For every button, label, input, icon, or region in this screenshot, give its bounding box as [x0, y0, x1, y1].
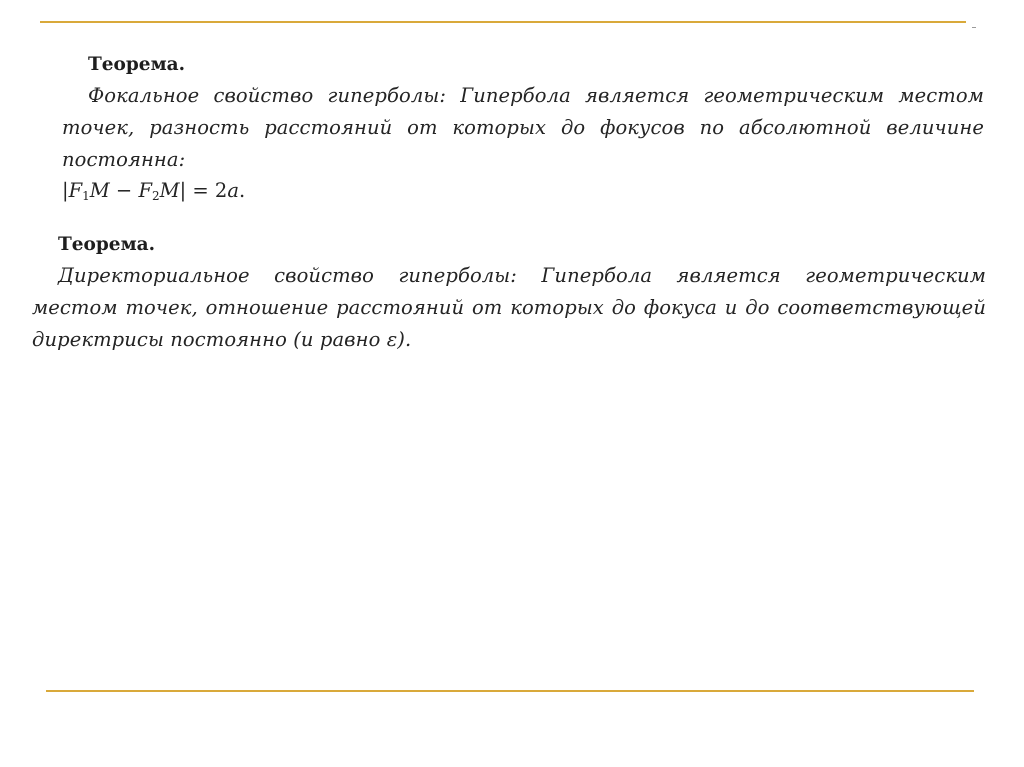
- formula-a: a: [227, 179, 239, 202]
- bottom-divider: [46, 690, 974, 692]
- hyperbola-focal-formula: [62, 176, 984, 211]
- corner-mark: [972, 27, 976, 28]
- theorem-title: Теорема.: [58, 234, 156, 255]
- formula-equals: = 2: [186, 179, 228, 202]
- top-divider: [40, 21, 966, 23]
- formula-open-bar: |: [62, 179, 69, 202]
- formula-dot: .: [238, 179, 246, 202]
- formula-f1: F: [68, 179, 83, 202]
- formula-sub-2: 2: [152, 189, 160, 203]
- theorem-directrix-property: [32, 230, 986, 356]
- theorem-focal-property: [62, 50, 984, 211]
- formula-sub-1: 1: [82, 189, 90, 203]
- formula-m1: M: [89, 179, 110, 202]
- formula-f2: F: [138, 179, 152, 202]
- formula-close-bar: |: [179, 179, 187, 202]
- formula-minus: −: [109, 179, 139, 202]
- theorem-statement: Директориальное свойство гиперболы: Гипербола является геометрическим местом точек, отношение расстояний от которых до фокуса и до соответствующей директрисы постоянно (и равно ε).: [32, 264, 986, 351]
- formula-m2: M: [159, 179, 180, 202]
- theorem-title: Теорема.: [88, 54, 186, 75]
- theorem-statement: Фокальное свойство гиперболы: Гипербола является геометрическим местом точек, разность расстояний от которых до фокусов по абсолютной величине постоянна:: [62, 84, 984, 171]
